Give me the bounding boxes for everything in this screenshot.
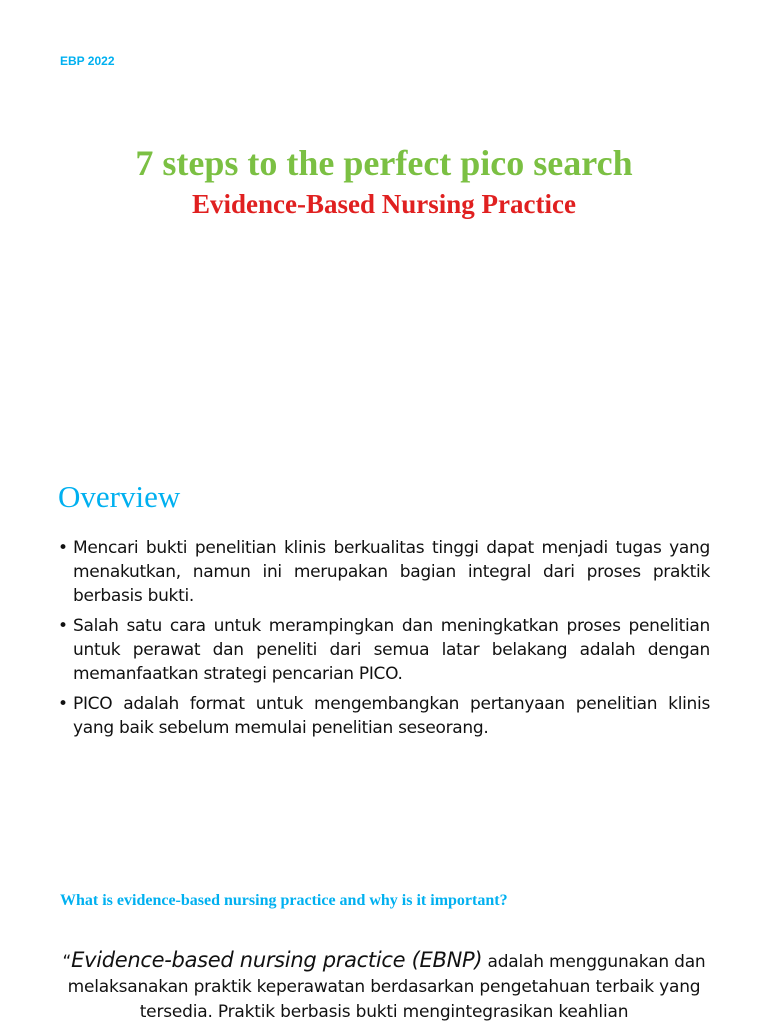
overview-heading: Overview xyxy=(58,479,181,514)
page-title: 7 steps to the perfect pico search xyxy=(135,143,633,183)
quote-open-mark: “ xyxy=(62,952,72,972)
overview-bullet-list xyxy=(58,536,710,746)
bullet-text: Salah satu cara untuk merampingkan dan meningkatkan proses penelitian untuk perawat dan peneliti dari semua latar belakang adalah dengan memanfaatkan strategi pencarian PICO. xyxy=(73,616,710,684)
bullet-item xyxy=(58,692,710,740)
ebnp-quote xyxy=(52,948,716,1024)
bullet-text: PICO adalah format untuk mengembangkan pertanyaan penelitian klinis yang baik sebelum memulai penelitian seseorang. xyxy=(73,694,710,738)
bullet-text: Mencari bukti penelitian klinis berkualitas tinggi dapat menjadi tugas yang menakutkan, namun ini merupakan bagian integral dari proses praktik berbasis bukti. xyxy=(73,538,710,606)
page-subtitle: Evidence-Based Nursing Practice xyxy=(192,189,576,219)
quote-body: adalah menggunakan dan melaksanakan praktik keperawatan berdasarkan pengetahuan terbaik yang tersedia. Praktik berbasis bukti mengintegrasikan keahlian xyxy=(67,952,706,1022)
section-question: What is evidence-based nursing practice and why is it important? xyxy=(60,892,508,909)
bullet-dot-icon: • xyxy=(58,694,68,714)
quote-emphasis: Evidence-based nursing practice (EBNP) xyxy=(71,948,483,972)
bullet-dot-icon: • xyxy=(58,616,68,636)
bullet-dot-icon: • xyxy=(58,538,68,558)
header-tag: EBP 2022 xyxy=(60,54,115,68)
bullet-item xyxy=(58,614,710,686)
bullet-item xyxy=(58,536,710,608)
